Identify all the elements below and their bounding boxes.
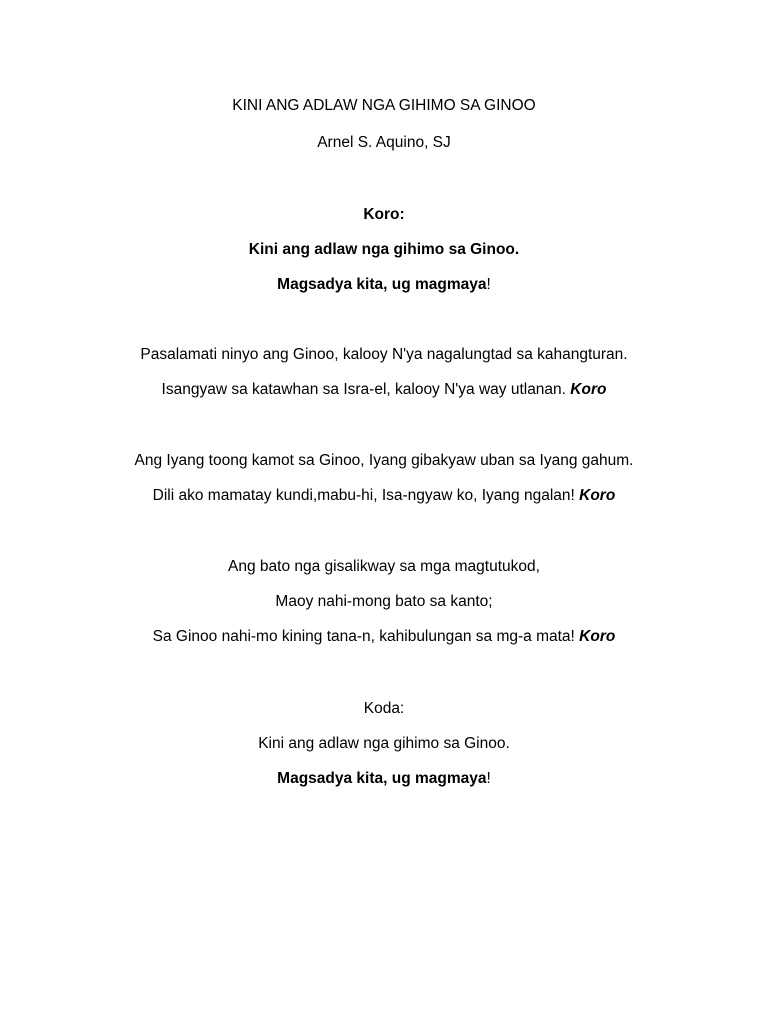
verse3-line-3 <box>0 627 768 647</box>
koro-marker: Koro <box>579 487 616 504</box>
coda-line-1: Kini ang adlaw nga gihimo sa Ginoo. <box>258 735 510 752</box>
coda-line-2 <box>0 769 768 789</box>
chorus-line-2-text: Magsadya kita, ug magmaya <box>277 276 487 293</box>
song-author: Arnel S. Aquino, SJ <box>317 134 451 151</box>
verse1-line-1: Pasalamati ninyo ang Ginoo, kalooy N'ya nagalungtad sa kahangturan. <box>140 346 628 363</box>
coda-line-2-text: Magsadya kita, ug magmaya <box>277 770 487 787</box>
coda-line-2-exclaim: ! <box>486 770 491 787</box>
verse1-line-2-text: Isangyaw sa katawhan sa Isra-el, kalooy N'ya way utlanan. <box>161 381 571 398</box>
verse3-line-1: Ang bato nga gisalikway sa mga magtutukod, <box>228 558 540 575</box>
verse2-line-2-text: Dili ako mamatay kundi,mabu-hi, Isa-ngyaw ko, Iyang ngalan! <box>152 487 580 504</box>
koro-marker: Koro <box>579 628 616 645</box>
koro-marker: Koro <box>570 381 607 398</box>
verse2-line-2 <box>0 486 768 506</box>
chorus-label: Koro: <box>363 206 405 223</box>
chorus-line-2-exclaim: ! <box>486 276 491 293</box>
verse1-line-2 <box>0 380 768 400</box>
verse2-line-1: Ang Iyang toong kamot sa Ginoo, Iyang gibakyaw uban sa Iyang gahum. <box>134 452 634 469</box>
verse3-line-3-text: Sa Ginoo nahi-mo kining tana-n, kahibulungan sa mg-a mata! <box>152 628 580 645</box>
chorus-line-1: Kini ang adlaw nga gihimo sa Ginoo. <box>248 241 520 258</box>
song-title: KINI ANG ADLAW NGA GIHIMO SA GINOO <box>232 97 536 114</box>
chorus-line-2 <box>0 275 768 295</box>
coda-label: Koda: <box>363 700 405 717</box>
verse3-line-2: Maoy nahi-mong bato sa kanto; <box>275 593 493 610</box>
